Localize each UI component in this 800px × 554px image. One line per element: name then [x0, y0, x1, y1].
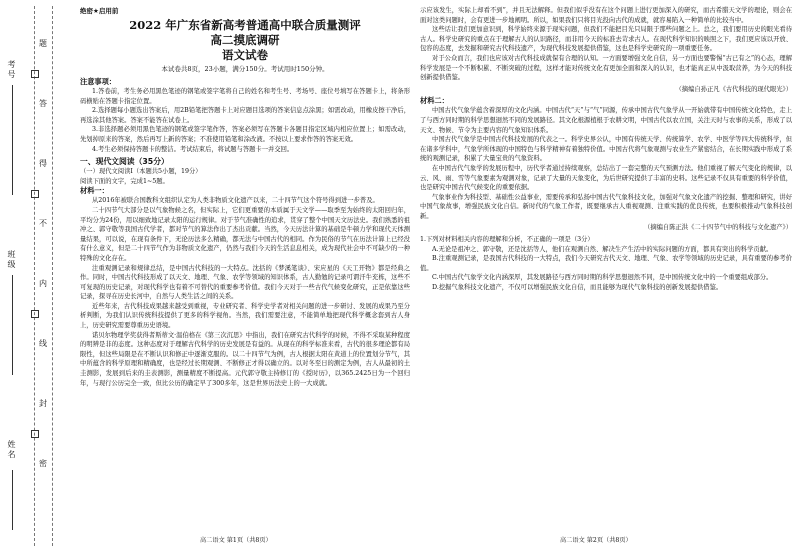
notes-heading: 注意事项： [80, 77, 116, 86]
binder-char: 封 [39, 399, 47, 408]
note-item: 2.选择题每小题选出答案后，用2B铅笔把答题卡上对应题目选项的答案信息点涂黑；如需改动，用橡皮擦干净后，再选涂其他答案。答案不能答在试卷上。 [80, 107, 410, 124]
binder-square [31, 430, 39, 438]
paragraph: 诺贝尔物理学奖获得者斯蒂文·温伯格在《第三次沉思》中指出，我们在研究古代科学的时候，不得不采取某种程度的明辨是非的态度。这种态度对于理解古代科学的历史发展是有益的。从现在的科学标准来看，古代的很多理论都有局限性，但这些局限是在不断认识和修正中逐渐克服的。以二十四节气为例，古人根据太阳在黄道上的位置划分节气，其中所蕴含的科学原理和精确度，也是经过长期观测、不断修正才得以确立的。以对冬至日的测定为例，古人从最初的土圭测影，发展到后来的圭表测影，测量精度不断提高。元代郭守敬主持修订的《授时历》，以365.2425日为一个回归年，与现行公历完全一致，但比公历的确定早了300多年，这是世界历法史上的一大成就。 [80, 331, 410, 387]
secret-mark: 绝密★启用前 [80, 7, 119, 15]
page-footer-left: 高二语文 第1页（共8页） [200, 537, 272, 544]
right-column [420, 6, 792, 293]
exam-subtitle: 高二摸底调研 [210, 33, 280, 47]
binder-char: 内 [39, 279, 47, 288]
binder-class-field: 班级 [7, 250, 16, 270]
question-option: D.挖掘气象科技文化遗产，不仅可以增强民族文化自信，而且能够为现代气象科技的创新发展提供借鉴。 [432, 284, 723, 292]
exam-info: 本试卷共8页，23小题，满分150分。考试用时150分钟。 [161, 65, 329, 73]
exam-subject: 语文试卷 [222, 48, 268, 62]
binder-name-field: 姓名 [7, 440, 16, 460]
note-item: 3.非选择题必须用黑色笔迹的钢笔或签字笔作答，答案必须写在答题卡各题目指定区域内相应位置上；如需改动，先划掉原来的答案，然后再写上新的答案；不准使用铅笔和涂改液。不按以上要求作答的答案无效。 [80, 126, 410, 143]
binding-line [52, 6, 53, 546]
field-line [12, 275, 13, 375]
paragraph: 中国古代气象学蕴含着深厚的文化内涵。中国古代“天”与“气”同源，传承中国古代气象学从一开始就带有中国传统文化特色，走上了与西方同时期的科学思想迥然不同的发展路径。其文化根源植根于农耕文明，中国古代以农立国，关注天时与农事的关系，形成了以天文、物候、节令为主要内容的气象知识体系。 [420, 107, 792, 134]
material-label: 材料一： [80, 186, 109, 196]
binder-square [31, 310, 39, 318]
paragraph: 近些年来，古代科技成果越来越受到重视，专业研究者、科学史学者对相关问题的进一步研讨、发展的成果乃至分析判断，为我们认识传统科技提供了更多的科学视角。当然，我们需要注意，不能简单地把现代科学概念套到古人身上，历史研究需要尊重历史语境。 [80, 302, 410, 330]
material-label: 材料二： [420, 96, 449, 106]
paragraph: 对于公众而言，我们也应该对古代科技成就保有合理的认知。一方面要增强文化自信，另一方面也要警惕“古已有之”的心态，理解科学发展是一个不断积累、不断突破的过程，这样才能对传统文化有更加全面和深入的认识，也才能真正从中汲取营养，为今天的科技创新提供借鉴。 [420, 54, 792, 82]
binder-char: 线 [39, 339, 47, 348]
question-stem: 1.下列对材料相关内容的理解和分析，不正确的一项是（3分） [420, 236, 594, 244]
binding-line [34, 6, 35, 546]
question-option: B.注重观测记录，是我国古代科技的一大特点，我们今天研究古代天文、地理、气象、农学等领域的历史记录，具有重要的参考价值。 [420, 255, 792, 272]
paragraph: 在中国古代气象学的发展历程中，历代学者通过持续观察，总结出了一套完整的天气预测方法。他们重视了解天气变化的规律，以云、风、雨、雪等气象要素为观测对象，记录了大量的天象变化，为后世研究提供了丰富的史料。这些记录不仅具有重要的科学价值，也是研究中国古代气候变化的重要依据。 [420, 164, 792, 192]
note-item: 1.答卷前，考生务必用黑色笔迹的钢笔或签字笔将自己的姓名和考生号、考场号、座位号填写在答题卡上，将条形码横贴在答题卡指定位置。 [80, 88, 410, 105]
binder-char: 答 [39, 99, 47, 108]
reading-instruction: 阅读下面的文字，完成1~5题。 [80, 177, 169, 185]
question-option: A.无论是祖冲之、郭守敬，还是沈括等人，他们在观测自然、解决生产生活中的实际问题的方面，都具有突出的科学贡献。 [432, 245, 773, 253]
paragraph: 示应该发生，实际上却看不到”，并且无法解释。但我们似乎没有在这个问题上进行更加深入的研究，而古希腊天文学的理论，则会在面对这类问题时，会有更进一步地阐明。所以，如果我们只将目光投向古代的成就，就容易陷入一种简单的比较当中。 [420, 7, 792, 24]
field-line [12, 470, 13, 530]
binder-char: 密 [39, 459, 47, 468]
binder-id-field: 考号 [7, 60, 16, 80]
question-option: C.中国古代气象学文化内涵深厚，其发展路径与西方同时期的科学思想迥然不同，是中国传统文化中的一个重要组成部分。 [432, 274, 773, 282]
paragraph: 从2016年被联合国教科文组织认定为人类非物质文化遗产以来，二十四节气这个符号得到进一步普及。 [92, 197, 379, 205]
paragraph: 中国古代气象学是中国古代科技发展的代表之一。科学史界公认，中国有传统天学、传统算学、农学、中医学等四大传统科学，但在诸多学科中，气象学所体现的中国特色与科学精神有着独特价值。中国古代将气象观测与农业生产紧密结合，在长期实践中形成了系统的观测记录，积累了大量宝贵的气象资料。 [420, 136, 792, 163]
paragraph: 注重观测记录和规律总结，是中国古代科技的一大特点。沈括的《梦溪笔谈》、宋应星的《天工开物》都是经典之作。同时，中国古代科技形成了以天文、地理、气象、农学等领域的知识体系，古人勤勉的记录可谓汗牛充栋，这些不可复现的历史记录，对现代科学也有着不可替代的重要参考价值。我们今天对于一些古代气候变化研究，正是依靠这些记录，探寻在历史长河中，自然与人类生活之间的关系。 [80, 264, 410, 301]
source-citation: （摘编自孙正凡《古代科技的现代眼光》） [675, 85, 792, 93]
paragraph: 这些话让我们更加意识到，科学始终来源于现实问题，但我们不能把目光只局限于那些问题之上。总之，我们要用历史的眼光看待古人。科学史研究的重点在于理解古人的认识路径，而非用今天的标准去苛求古人。在现代科学知识的映照之下，我们更应该以开放、包容的态度，去发掘和研究古代科技遗产，为现代科技发展提供借鉴，这也是科学史研究的一项重要任务。 [420, 26, 792, 53]
binder-char: 得 [39, 159, 47, 168]
section-heading: 一、现代文阅读（35分） [80, 157, 169, 167]
field-line [12, 85, 13, 195]
binder-square [31, 70, 39, 78]
paragraph: 二十四节气大部分是以气象物候之名，但实际上，它们更重要的本质属于天文学——取季至为始终的太阳回归年，平均分为24份，用以细致地记录太阳的运行规律。对于节气准确性的追求，贯穿了整个中国天文历法史。我们熟悉的祖冲之、郭守敬等我国古代学者，都对节气的算法作出了杰出贡献。当然，今天历法计算的基础是牛顿力学和现代天体测量结果，可以说，在现有条件下，无论历法多么精确，都无法与中国古代的相同。作为民俗的节气在历法计算上已经没有什么意义，但是二十四节气作为非物质文化遗产，仍然与我们今天的生活息息相关，成为现代社会中不可缺少的一种特殊的文化存在。 [80, 206, 410, 262]
subsection-heading: （一）现代文阅读Ⅰ（本题共5小题，19分） [80, 168, 202, 176]
note-item: 4.考生必须保持答题卡的整洁。考试结束后，将试题与答题卡一并交回。 [92, 145, 294, 153]
binder-char: 题 [39, 39, 47, 48]
exam-title: 2022 年广东省新高考普通高中联合质量测评 [129, 18, 361, 32]
binder-square [31, 190, 39, 198]
page-footer-right: 高二语文 第2页（共8页） [560, 537, 632, 544]
source-citation: （摘编自陈正洪《二十四节气中的科技与文化遗产》） [644, 224, 792, 232]
paragraph: 气象事业作为科技型、基础性公益事业，需要传承和弘扬中国古代气象科技文化，加强对气象文化遗产的挖掘、整理和研究，讲好中国气象故事，增强民族文化自信。新时代的气象工作者，既要继承古人重视观测、注重实践的优良传统，也要积极推动气象科技创新。 [420, 193, 792, 220]
left-column [80, 6, 410, 388]
binder-char: 不 [39, 219, 47, 228]
